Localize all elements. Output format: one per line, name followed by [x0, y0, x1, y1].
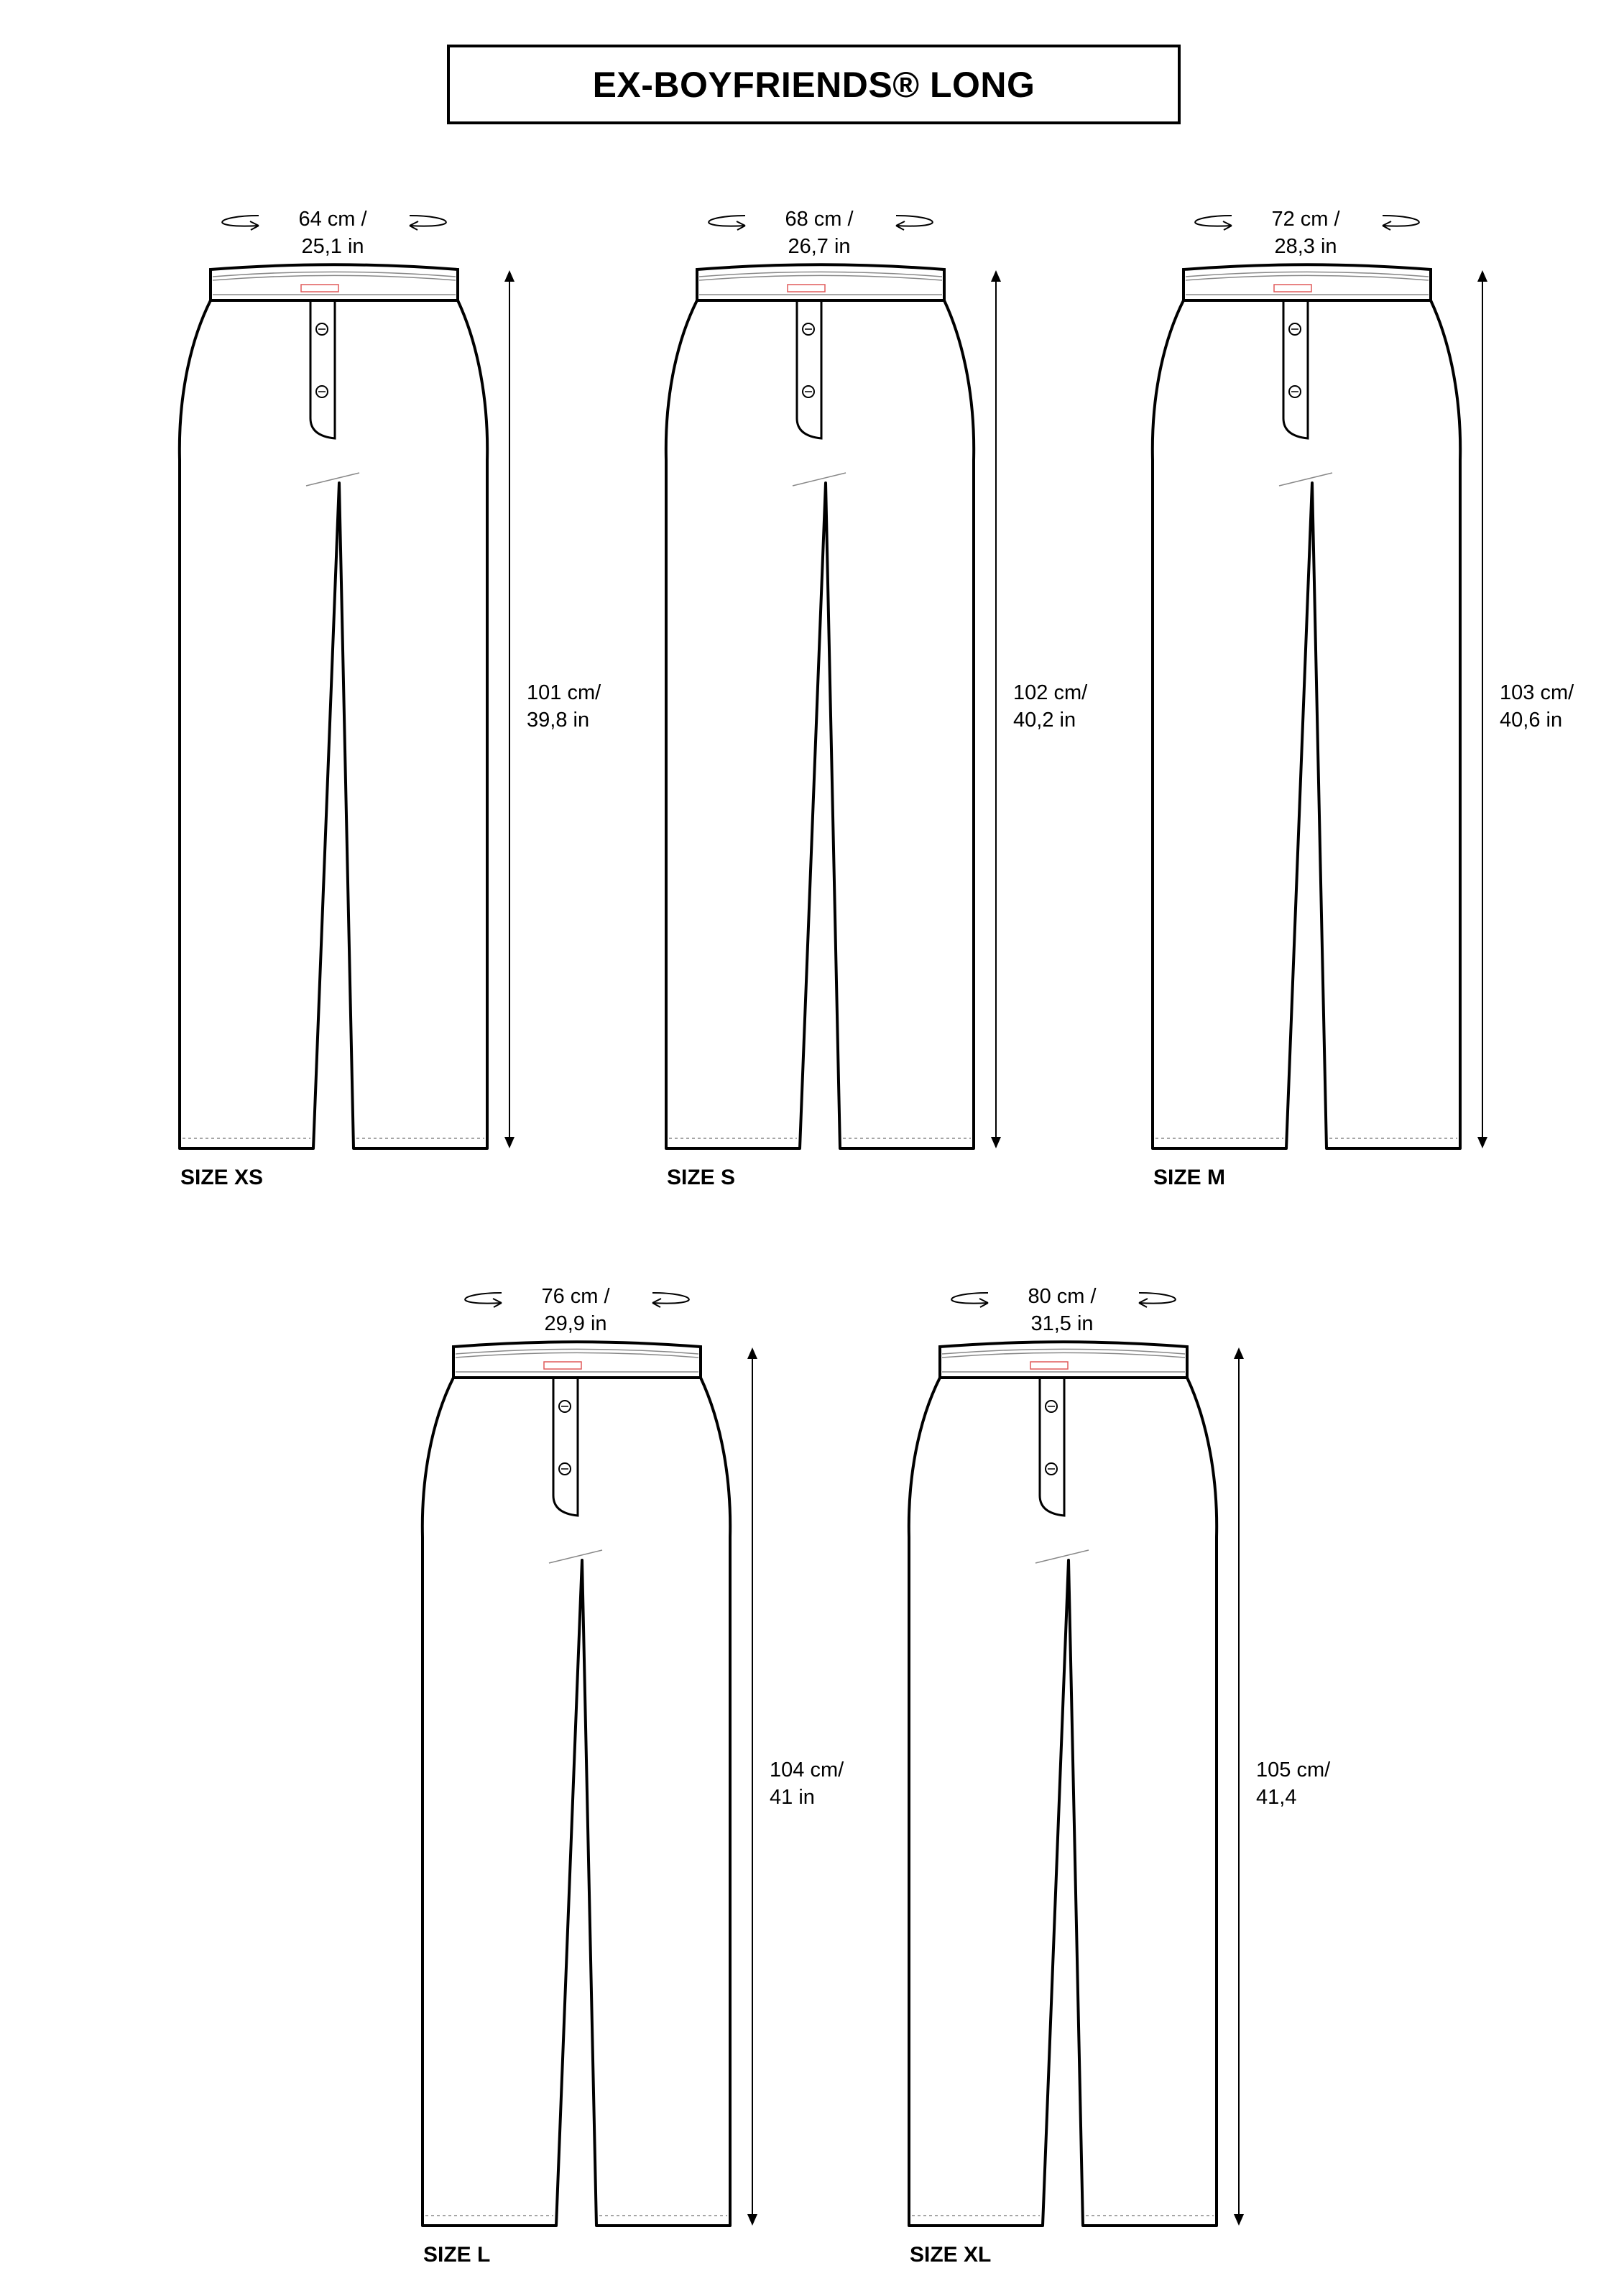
length-measurement-l: [770, 1756, 844, 1811]
length-arrow-bottom-s: [991, 1137, 1001, 1148]
waist-arrow-left-xs: [222, 216, 259, 226]
size-label-s: SIZE S: [667, 1166, 736, 1189]
waist-in-xs: 25,1 in: [301, 235, 364, 258]
button-placket-xl: [1040, 1378, 1064, 1516]
length-arrow-bottom-l: [747, 2214, 757, 2226]
page-title: EX-BOYFRIENDS® LONG: [592, 64, 1035, 105]
size-label-m: SIZE M: [1153, 1166, 1226, 1189]
length-arrow-bottom-xs: [504, 1137, 515, 1148]
brand-label-tag-s: [788, 285, 825, 292]
length-in-l: 41 in: [770, 1786, 815, 1809]
length-in-xl: 41,4: [1256, 1786, 1297, 1809]
crotch-seam-s: [793, 473, 846, 486]
size-label-xs: SIZE XS: [180, 1166, 264, 1189]
size-label-l: SIZE L: [423, 2243, 491, 2267]
pants-diagram-xl: [909, 1293, 1244, 2226]
pants-outline-xl: [909, 1378, 1217, 2226]
waist-arrow-right-xs: [410, 216, 446, 226]
button-placket-m: [1283, 300, 1308, 438]
crotch-seam-xs: [306, 473, 359, 486]
length-cm-m: 103 cm/: [1500, 681, 1574, 704]
pants-outline-xs: [180, 300, 487, 1148]
brand-label-tag-xs: [301, 285, 338, 292]
length-cm-s: 102 cm/: [1013, 681, 1088, 704]
waist-arrow-left-l: [465, 1293, 502, 1304]
waist-cm-s: 68 cm /: [785, 208, 854, 231]
length-in-m: 40,6 in: [1500, 709, 1563, 732]
waist-measurement-xs: [298, 206, 366, 260]
pants-outline-s: [666, 300, 974, 1148]
button-placket-xs: [310, 300, 335, 438]
pants-outline-l: [423, 1378, 730, 2226]
crotch-seam-l: [549, 1550, 602, 1563]
length-in-s: 40,2 in: [1013, 709, 1076, 732]
pants-outline-m: [1153, 300, 1460, 1148]
waist-measurement-l: [541, 1283, 609, 1337]
size-label-xl: SIZE XL: [910, 2243, 992, 2267]
length-measurement-xs: [527, 679, 601, 734]
waist-arrow-right-xl: [1139, 1293, 1176, 1304]
waist-cm-xl: 80 cm /: [1028, 1285, 1097, 1308]
waist-arrow-right-m: [1383, 216, 1419, 226]
waist-in-m: 28,3 in: [1274, 235, 1337, 258]
waist-cm-xs: 64 cm /: [298, 208, 367, 231]
button-placket-s: [797, 300, 821, 438]
waist-in-xl: 31,5 in: [1030, 1312, 1094, 1335]
length-arrow-bottom-m: [1477, 1137, 1487, 1148]
length-arrow-bottom-xl: [1234, 2214, 1244, 2226]
waist-arrow-right-s: [896, 216, 933, 226]
length-in-xs: 39,8 in: [527, 709, 590, 732]
length-measurement-m: [1500, 679, 1574, 734]
brand-label-tag-l: [544, 1362, 581, 1369]
length-cm-l: 104 cm/: [770, 1759, 844, 1782]
brand-label-tag-m: [1274, 285, 1311, 292]
waist-arrow-left-xl: [951, 1293, 988, 1304]
waist-in-l: 29,9 in: [544, 1312, 607, 1335]
length-measurement-xl: [1256, 1756, 1330, 1811]
length-cm-xl: 105 cm/: [1256, 1759, 1331, 1782]
waist-arrow-left-s: [709, 216, 745, 226]
crotch-seam-xl: [1035, 1550, 1089, 1563]
pants-diagram-l: [423, 1293, 757, 2226]
pants-diagram-m: [1153, 216, 1487, 1148]
waist-in-s: 26,7 in: [788, 235, 851, 258]
button-placket-l: [553, 1378, 578, 1516]
waist-arrow-left-m: [1195, 216, 1232, 226]
waist-cm-m: 72 cm /: [1271, 208, 1340, 231]
length-measurement-s: [1013, 679, 1087, 734]
crotch-seam-m: [1279, 473, 1332, 486]
length-arrow-top-l: [747, 1347, 757, 1359]
waist-arrow-right-l: [652, 1293, 689, 1304]
waist-measurement-m: [1271, 206, 1339, 260]
length-arrow-top-m: [1477, 270, 1487, 282]
waist-cm-l: 76 cm /: [541, 1285, 610, 1308]
length-arrow-top-s: [991, 270, 1001, 282]
waist-measurement-s: [785, 206, 853, 260]
length-arrow-top-xs: [504, 270, 515, 282]
brand-label-tag-xl: [1030, 1362, 1068, 1369]
pants-diagram-s: [666, 216, 1001, 1148]
length-cm-xs: 101 cm/: [527, 681, 601, 704]
length-arrow-top-xl: [1234, 1347, 1244, 1359]
waist-measurement-xl: [1028, 1283, 1096, 1337]
pants-diagram-xs: [180, 216, 515, 1148]
